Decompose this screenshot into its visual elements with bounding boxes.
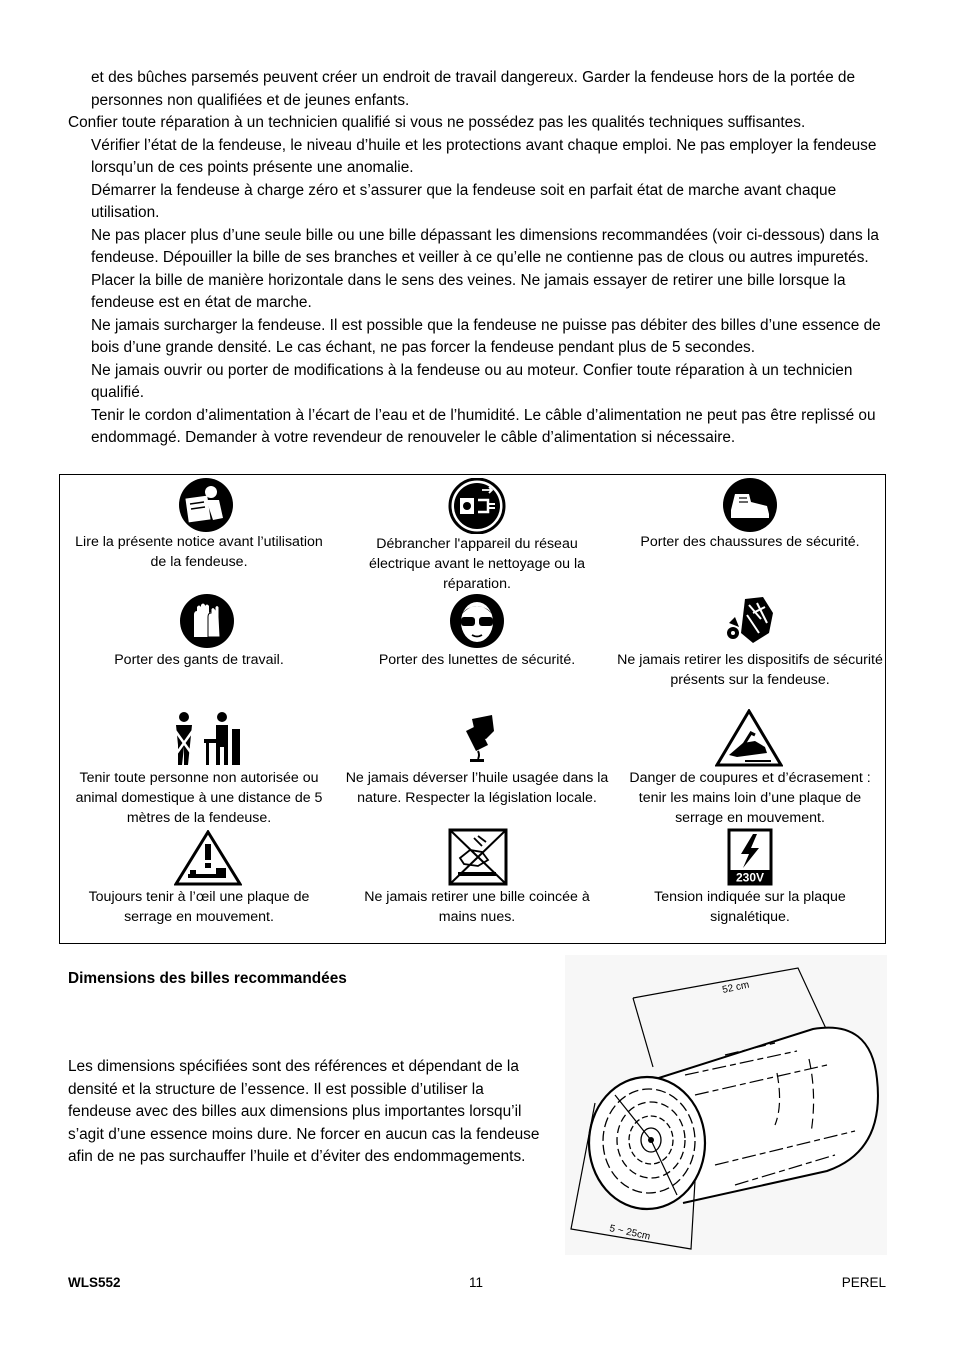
symbol-caption: Porter des lunettes de sécurité.	[378, 652, 576, 668]
safety-shoes-icon	[721, 478, 779, 532]
symbol-caption: Ne jamais déverser l’huile usagée dans la nature. Respecter la législation locale.	[345, 770, 609, 806]
voltage-label: 230V	[735, 870, 765, 885]
instruction-line: Ne jamais ouvrir ou porter de modifications à la fendeuse ou au moteur. Confier toute réparation à un technicien qualifié.	[91, 361, 853, 401]
safety-symbols-table	[59, 474, 886, 944]
length-label: 52 cm	[721, 979, 751, 996]
instruction-line: Ne pas placer plus d’une seule bille ou une bille dépassant les dimensions recommandées (voir ci-dessous) dans la fendeuse. Dépouiller la bille de ses branches et veiller à ce qu’elle ne contienne pas de clous ou autres impuretés. Placer la bille de manière horizontale dans le sens des veines. Ne jamais essayer de retirer une bille lorsque la fendeuse est en état de marche.	[91, 226, 879, 311]
safety-devices-icon	[723, 593, 779, 649]
symbol-caption: Tension indiquée sur la plaque signalétique.	[654, 889, 846, 925]
symbol-caption: Ne jamais retirer les dispositifs de sécurité présents sur la fendeuse.	[617, 652, 883, 688]
oil-disposal-icon	[458, 715, 498, 763]
no-bare-hands-icon	[448, 828, 508, 886]
read-manual-icon	[177, 478, 235, 532]
symbol-caption: Porter des chaussures de sécurité.	[640, 534, 860, 550]
symbol-caption: Ne jamais retirer une bille coincée à mains nues.	[364, 889, 590, 925]
footer-page-number: 11	[469, 1275, 484, 1290]
unplug-icon	[448, 478, 506, 534]
instruction-line: Tenir le cordon d’alimentation à l’écart de l’eau et de l’humidité. Le câble d’alimentation ne peut pas être replissé ou endommagé. Demander à votre revendeur de renouveler le câble d’alimentation si nécessaire.	[91, 406, 876, 446]
symbol-caption: Danger de coupures et d’écrasement : tenir les mains loin d’une plaque de serrage en mouvement.	[629, 770, 871, 826]
instruction-line: Ne jamais surcharger la fendeuse. Il est possible que la fendeuse ne puisse pas débiter des billes d’une essence de bois d’une grande densité. Le cas échant, ne pas forcer la fendeuse pendant plus de 5 secondes.	[91, 316, 881, 356]
symbol-caption: Tenir toute personne non autorisée ou animal domestique à une distance de 5 mètres de la fendeuse.	[75, 770, 323, 826]
keep-distance-icon	[170, 709, 244, 767]
work-gloves-icon	[178, 593, 236, 649]
instruction-line: et des bûches parsemés peuvent créer un endroit de travail dangereux. Garder la fendeuse hors de la portée de personnes non qualifiées et de jeunes enfants.	[91, 69, 856, 109]
instruction-line: Confier toute réparation à un technicien qualifié si vous ne possédez pas les qualités techniques suffisantes.	[68, 114, 806, 131]
symbol-caption: Lire la présente notice avant l’utilisation de la fendeuse.	[75, 534, 323, 570]
moving-plate-warning-icon	[174, 830, 242, 886]
instruction-line: Vérifier l’état de la fendeuse, le niveau d’huile et les protections avant chaque emploi. Ne pas employer la fendeuse lorsqu’un de ces points présente une anomalie.	[91, 136, 877, 176]
symbol-caption: Débrancher l'appareil du réseau électrique avant le nettoyage ou la réparation.	[368, 536, 586, 592]
hand-crush-warning-icon	[715, 709, 783, 767]
log-dimensions-figure	[565, 955, 887, 1255]
footer-brand: PEREL	[841, 1275, 886, 1290]
safety-instructions	[68, 67, 888, 450]
diameter-label: 5 ~ 25cm	[608, 1223, 652, 1243]
section-heading: Dimensions des billes recommandées	[68, 970, 347, 987]
footer-model: WLS552	[68, 1275, 121, 1290]
dimensions-paragraph: Les dimensions spécifiées sont des références et dépendant de la densité et la structure de l’essence. Il est possible d’utiliser la fendeuse avec des billes aux dimensions plus importantes lorsqu’il s’agit d’une essence moins dure. Ne forcer en aucun cas la fendeuse afin de ne pas surchauffer l’huile et d’éviter des endommagements.	[68, 1058, 540, 1165]
instruction-line: Démarrer la fendeuse à charge zéro et s’assurer que la fendeuse soit en parfait état de marche avant chaque utilisation.	[91, 181, 837, 221]
symbol-caption: Porter des gants de travail.	[114, 652, 284, 668]
voltage-icon	[727, 828, 773, 886]
symbol-caption: Toujours tenir à l’œil une plaque de serrage en mouvement.	[88, 889, 310, 925]
safety-glasses-icon	[448, 593, 506, 649]
